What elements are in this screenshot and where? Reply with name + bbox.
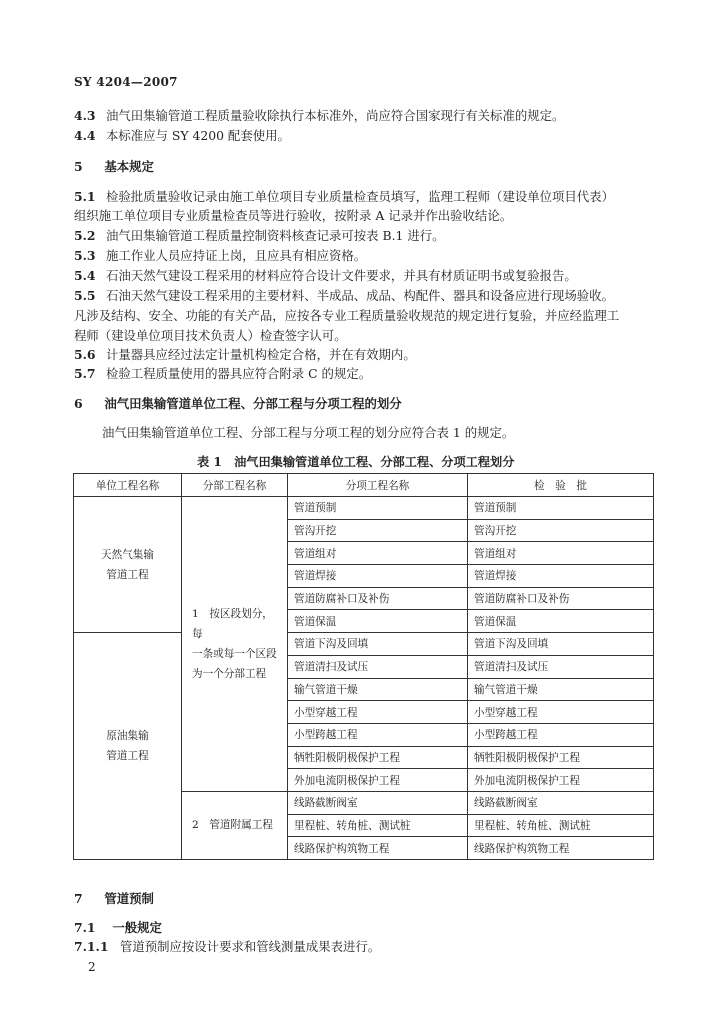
batch-cell: 管道焊接 — [468, 565, 654, 588]
clause-text: 检验工程质量使用的器具应符合附录 C 的规定。 — [105, 366, 372, 381]
clause-text: 油气田集输管道工程质量验收除执行本标准外，尚应符合国家现行有关标准的规定。 — [105, 108, 565, 123]
clause-5-1-line2: 组织施工单位项目专业质量检查员等进行验收，按附录 A 记录并作出验收结论。 — [74, 208, 513, 223]
clause-number: 4.4 — [74, 128, 96, 143]
header-part: 分部工程名称 — [182, 474, 288, 497]
section-7-1-heading — [74, 918, 162, 936]
clause-number: 5.4 — [74, 268, 96, 283]
section-title: 管道预制 — [104, 891, 154, 906]
batch-cell: 小型跨越工程 — [468, 723, 654, 746]
clause-text: 检验批质量验收记录由施工单位项目专业质量检查员填写，监理工程师（建设单位项目代表） — [105, 189, 614, 204]
table-header-row — [74, 474, 654, 497]
item-cell: 管沟开挖 — [288, 519, 468, 542]
table-row — [74, 497, 654, 520]
item-cell: 线路保护构筑物工程 — [288, 837, 468, 860]
page-number: 2 — [88, 960, 96, 974]
section-number: 6 — [74, 396, 83, 411]
clause-5-1-line1 — [74, 187, 614, 207]
item-cell: 管道清扫及试压 — [288, 655, 468, 678]
part-auxiliary: 2 管道附属工程 — [182, 791, 288, 859]
clause-4-3 — [74, 106, 564, 126]
batch-cell: 线路截断阀室 — [468, 791, 654, 814]
item-cell: 输气管道干燥 — [288, 678, 468, 701]
batch-cell: 牺牲阳极阴极保护工程 — [468, 746, 654, 769]
item-cell: 管道焊接 — [288, 565, 468, 588]
item-cell: 管道保温 — [288, 610, 468, 633]
batch-cell: 管道保温 — [468, 610, 654, 633]
clause-number: 5.3 — [74, 248, 96, 263]
clause-5-5-line1 — [74, 286, 614, 306]
clause-5-6 — [74, 345, 416, 365]
clause-text: 石油天然气建设工程采用的材料应符合设计文件要求，并具有材质证明书或复验报告。 — [105, 268, 577, 283]
item-cell: 小型跨越工程 — [288, 723, 468, 746]
section-6-heading — [74, 394, 402, 412]
clause-5-2 — [74, 226, 445, 246]
clause-number: 5.5 — [74, 288, 96, 303]
clause-5-4 — [74, 266, 577, 286]
section-number: 7 — [74, 891, 83, 906]
clause-number: 5.1 — [74, 189, 96, 204]
clause-5-7 — [74, 364, 371, 384]
clause-text: 石油天然气建设工程采用的主要材料、半成品、成品、构配件、器具和设备应进行现场验收。 — [105, 288, 614, 303]
batch-cell: 管道预制 — [468, 497, 654, 520]
section-title: 基本规定 — [104, 159, 154, 174]
clause-text: 油气田集输管道工程质量控制资料核查记录可按表 B.1 进行。 — [105, 228, 445, 243]
clause-number: 5.2 — [74, 228, 96, 243]
header-item: 分项工程名称 — [288, 474, 468, 497]
unit-crude-oil: 原油集输 管道工程 — [74, 633, 182, 860]
clause-number: 7.1.1 — [74, 939, 109, 954]
document-code: SY 4204—2007 — [74, 75, 178, 89]
item-cell: 管道防腐补口及补伤 — [288, 587, 468, 610]
table-1 — [73, 473, 654, 860]
item-cell: 小型穿越工程 — [288, 701, 468, 724]
part-by-section: 1 按区段划分，每 一条或每一个区段 为一个分部工程 — [182, 497, 288, 792]
clause-text: 本标准应与 SY 4200 配套使用。 — [105, 128, 290, 143]
section-number: 7.1 — [74, 920, 96, 935]
section-title: 油气田集输管道单位工程、分部工程与分项工程的划分 — [104, 396, 402, 411]
clause-number: 4.3 — [74, 108, 96, 123]
section-number: 5 — [74, 159, 83, 174]
clause-number: 5.7 — [74, 366, 96, 381]
item-cell: 管道预制 — [288, 497, 468, 520]
section-title: 一般规定 — [112, 920, 162, 935]
batch-cell: 小型穿越工程 — [468, 701, 654, 724]
unit-natural-gas: 天然气集输 管道工程 — [74, 497, 182, 633]
header-batch: 检 验 批 — [468, 474, 654, 497]
clause-text: 施工作业人员应持证上岗，且应具有相应资格。 — [105, 248, 367, 263]
section-7-heading — [74, 889, 154, 907]
batch-cell: 管道下沟及回填 — [468, 633, 654, 656]
clause-5-3 — [74, 246, 366, 266]
batch-cell: 管沟开挖 — [468, 519, 654, 542]
clause-text: 管道预制应按设计要求和管线测量成果表进行。 — [119, 939, 381, 954]
batch-cell: 输气管道干燥 — [468, 678, 654, 701]
batch-cell: 管道组对 — [468, 542, 654, 565]
item-cell: 牺牲阳极阴极保护工程 — [288, 746, 468, 769]
batch-cell: 里程桩、转角桩、测试桩 — [468, 814, 654, 837]
clause-4-4 — [74, 126, 290, 146]
item-cell: 管道下沟及回填 — [288, 633, 468, 656]
clause-5-5-line2: 凡涉及结构、安全、功能的有关产品，应按各专业工程质量验收规范的规定进行复验，并应经监理工 — [74, 308, 620, 323]
batch-cell: 外加电流阴极保护工程 — [468, 769, 654, 792]
section-6-intro: 油气田集输管道单位工程、分部工程与分项工程的划分应符合表 1 的规定。 — [102, 425, 515, 440]
header-unit: 单位工程名称 — [74, 474, 182, 497]
clause-number: 5.6 — [74, 347, 96, 362]
batch-cell: 线路保护构筑物工程 — [468, 837, 654, 860]
batch-cell: 管道清扫及试压 — [468, 655, 654, 678]
batch-cell: 管道防腐补口及补伤 — [468, 587, 654, 610]
clause-7-1-1 — [74, 937, 380, 957]
table-row — [74, 633, 654, 656]
item-cell: 里程桩、转角桩、测试桩 — [288, 814, 468, 837]
section-5-heading — [74, 157, 154, 175]
item-cell: 管道组对 — [288, 542, 468, 565]
clause-5-5-line3: 程师（建设单位项目技术负责人）检查签字认可。 — [74, 328, 347, 343]
item-cell: 线路截断阀室 — [288, 791, 468, 814]
clause-text: 计量器具应经过法定计量机构检定合格，并在有效期内。 — [105, 347, 416, 362]
item-cell: 外加电流阴极保护工程 — [288, 769, 468, 792]
table-1-caption: 表 1 油气田集输管道单位工程、分部工程、分项工程划分 — [197, 455, 515, 469]
